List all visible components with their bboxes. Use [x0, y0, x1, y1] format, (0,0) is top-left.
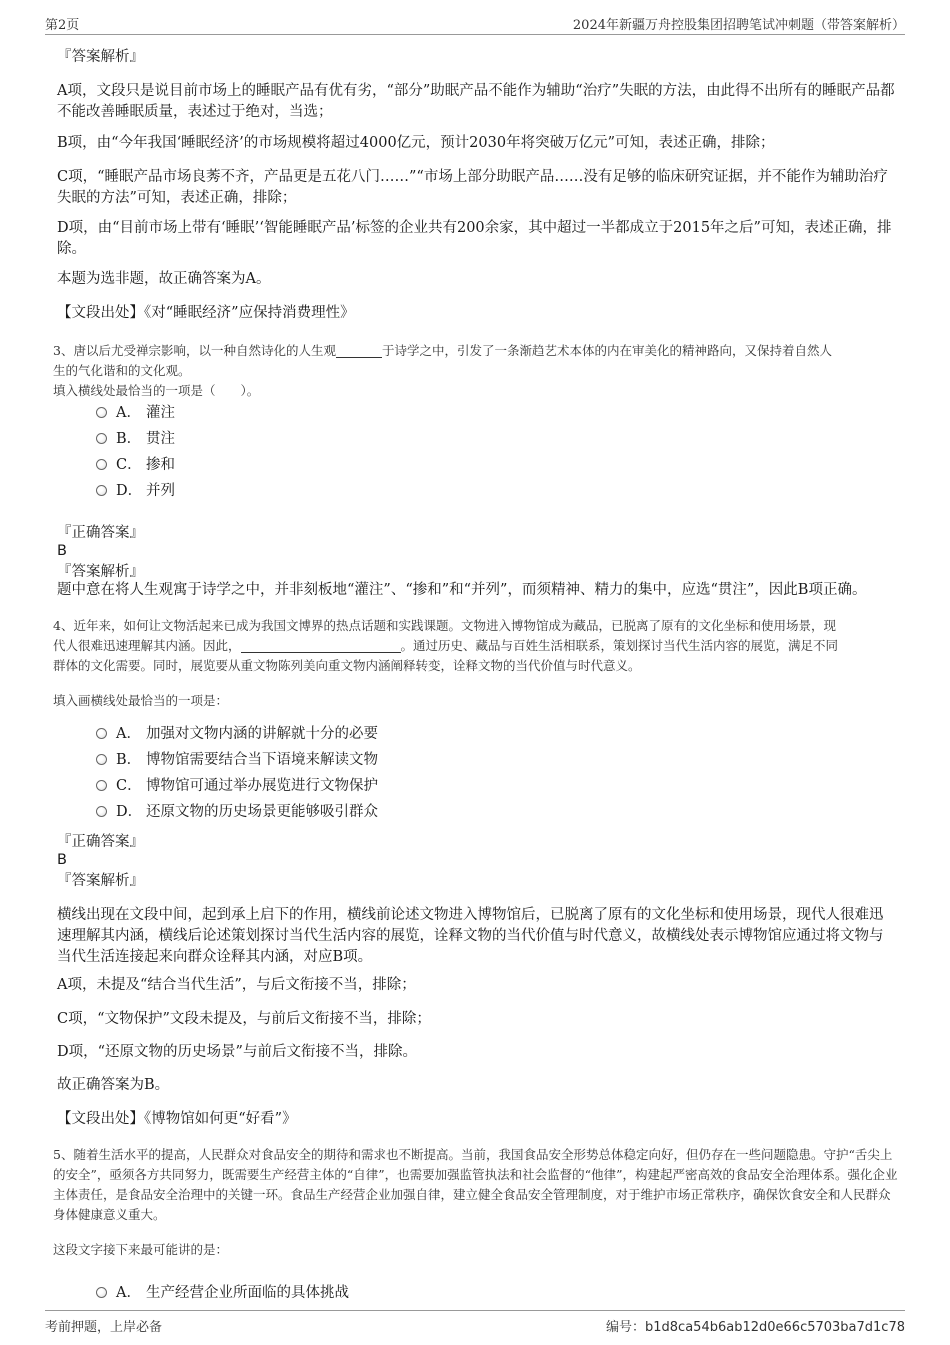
radio-icon[interactable]: [96, 728, 107, 739]
q3-stem-pre: 3、唐以后尤受禅宗影响，以一种自然诗化的人生观: [53, 343, 336, 358]
q3-blank: [336, 343, 382, 358]
q4-analysis-a: A项，未提及“结合当代生活”，与后文衔接不当，排除；: [57, 977, 416, 993]
q3-prompt: 填入横线处最恰当的一项是（ ）。: [53, 383, 260, 398]
q3-analysis: 题中意在将人生观寓于诗学之中，并非刻板地“灌注”、“掺和”和“并列”，而须精神、精力的集中，应选“贯注”，因此B项正确。: [57, 582, 867, 598]
q4-answer: B: [57, 852, 67, 868]
q3-stem-line2: 生的气化谐和的文化观。: [53, 363, 191, 378]
q4-source: 【文段出处】《博物馆如何更“好看”》: [57, 1111, 297, 1127]
q4-prompt: 填入画横线处最恰当的一项是：: [53, 693, 229, 708]
q4-option-c[interactable]: C． 博物馆可通过举办展览进行文物保护: [96, 776, 378, 796]
q4-blank: [241, 638, 401, 653]
q5-stem: 5、随着生活水平的提高，人民群众对食品安全的期待和需求也不断提高。当前，我国食品安全形势总体稳定向好，但仍存在一些问题隐患。守护“舌尖上的安全”，亟须各方共同努力，既需要生产经营主体的“自律”，也需要加强监管执法和社会监督的“他律”，构建起严密高效的食品安全治理体系。强化企业主体责任，是食品安全治理中的关键一环。食品生产经营企业加强自律，建立健全食品安全管理制度，对于维护市场正常秩序，确保饮食安全和人民群众身体健康意义重大。: [53, 1147, 898, 1222]
q3-answer: B: [57, 543, 67, 559]
q2-conclusion: 本题为选非题，故正确答案为A。: [57, 271, 271, 287]
radio-icon[interactable]: [96, 407, 107, 418]
q3-analysis-label: 『答案解析』: [57, 564, 144, 580]
q2-analysis-label: 『答案解析』: [57, 49, 144, 65]
radio-icon[interactable]: [96, 780, 107, 791]
q3-option-b[interactable]: B． 贯注: [96, 429, 175, 449]
q3-option-d[interactable]: D． 并列: [96, 481, 175, 501]
page-number: 第2页: [45, 18, 80, 33]
page-footer: [45, 1310, 905, 1337]
q4-analysis: 横线出现在文段中间，起到承上启下的作用，横线前论述文物进入博物馆后，已脱离了原有的文化坐标和使用场景，现代人很难迅速理解其内涵，横线后论述策划探讨当代生活内容的展览，诠释文物的当代价值与时代意义，故横线处表示博物馆应通过将文物与当代生活连接起来向群众诠释其内涵，对应B项。: [57, 907, 884, 965]
q4-option-d[interactable]: D． 还原文物的历史场景更能够吸引群众: [96, 802, 378, 822]
q4-option-b[interactable]: B． 博物馆需要结合当下语境来解读文物: [96, 750, 378, 770]
q3-option-c[interactable]: C． 掺和: [96, 455, 175, 475]
q4-analysis-label: 『答案解析』: [57, 873, 144, 889]
q4-answer-label: 『正确答案』: [57, 834, 144, 850]
document-code: b1d8ca54b6ab12d0e66c5703ba7d1c78: [645, 1320, 905, 1335]
q2-source: 【文段出处】《对“睡眠经济”应保持消费理性》: [57, 305, 355, 321]
q2-analysis-c: C项，“睡眠产品市场良莠不齐，产品更是五花八门……”“市场上部分助眠产品……没有足够的临床研究证据，并不能作为辅助治疗失眠的方法”可知，表述正确，排除；: [57, 169, 888, 206]
footer-id: 编号：b1d8ca54b6ab12d0e66c5703ba7d1c78: [606, 1320, 905, 1335]
q2-analysis-b: B项，由“今年我国‘睡眠经济’的市场规模将超过4000亿元，预计2030年将突破万亿元”可知，表述正确，排除；: [57, 135, 775, 151]
radio-icon[interactable]: [96, 485, 107, 496]
q4-option-a[interactable]: A． 加强对文物内涵的讲解就十分的必要: [96, 724, 378, 744]
footer-slogan: 考前押题，上岸必备: [45, 1320, 163, 1335]
radio-icon[interactable]: [96, 1287, 107, 1298]
q2-analysis-a: A项，文段只是说目前市场上的睡眠产品有优有劣，“部分”助眠产品不能作为辅助“治疗”失眠的方法，由此得不出所有的睡眠产品都不能改善睡眠质量，表述过于绝对，当选；: [57, 83, 895, 120]
q2-analysis-d: D项，由“目前市场上带有‘睡眠’‘智能睡眠产品’标签的企业共有200余家，其中超过一半都成立于2015年之后”可知，表述正确，排除。: [57, 220, 892, 257]
radio-icon[interactable]: [96, 459, 107, 470]
radio-icon[interactable]: [96, 433, 107, 444]
q4-analysis-c: C项，“文物保护”文段未提及，与前后文衔接不当，排除；: [57, 1011, 431, 1027]
q3-stem: [53, 341, 898, 381]
q3-stem-post: 于诗学之中，引发了一条渐趋艺术本体的内在审美化的精神路向，又保持着自然人: [381, 343, 832, 358]
page-header: [45, 12, 905, 35]
q4-analysis-d: D项，“还原文物的历史场景”与前后文衔接不当，排除。: [57, 1044, 417, 1060]
radio-icon[interactable]: [96, 806, 107, 817]
q5-prompt: 这段文字接下来最可能讲的是：: [53, 1242, 229, 1257]
q3-option-a[interactable]: A． 灌注: [96, 403, 175, 423]
q4-stem: 4、近年来，如何让文物活起来已成为我国文博界的热点话题和实践课题。文物进入博物馆成为藏品，已脱离了原有的文化坐标和使用场景，现 代人很难迅速理解其内涵。因此， 。通过历史、藏品与百姓生活相联系，策划探讨当代生活内容的展览，满足不同 群体的文化需要。同时，展览要从重文物陈列美向重文物内涵阐释转变，诠释文物的当代价值与时代意义。: [53, 618, 839, 673]
document-title: 2024年新疆万舟控股集团招聘笔试冲刺题（带答案解析）: [572, 18, 905, 33]
q4-conclusion: 故正确答案为B。: [57, 1077, 170, 1093]
q5-option-a[interactable]: A． 生产经营企业所面临的具体挑战: [96, 1283, 349, 1303]
radio-icon[interactable]: [96, 754, 107, 765]
q3-answer-label: 『正确答案』: [57, 525, 144, 541]
